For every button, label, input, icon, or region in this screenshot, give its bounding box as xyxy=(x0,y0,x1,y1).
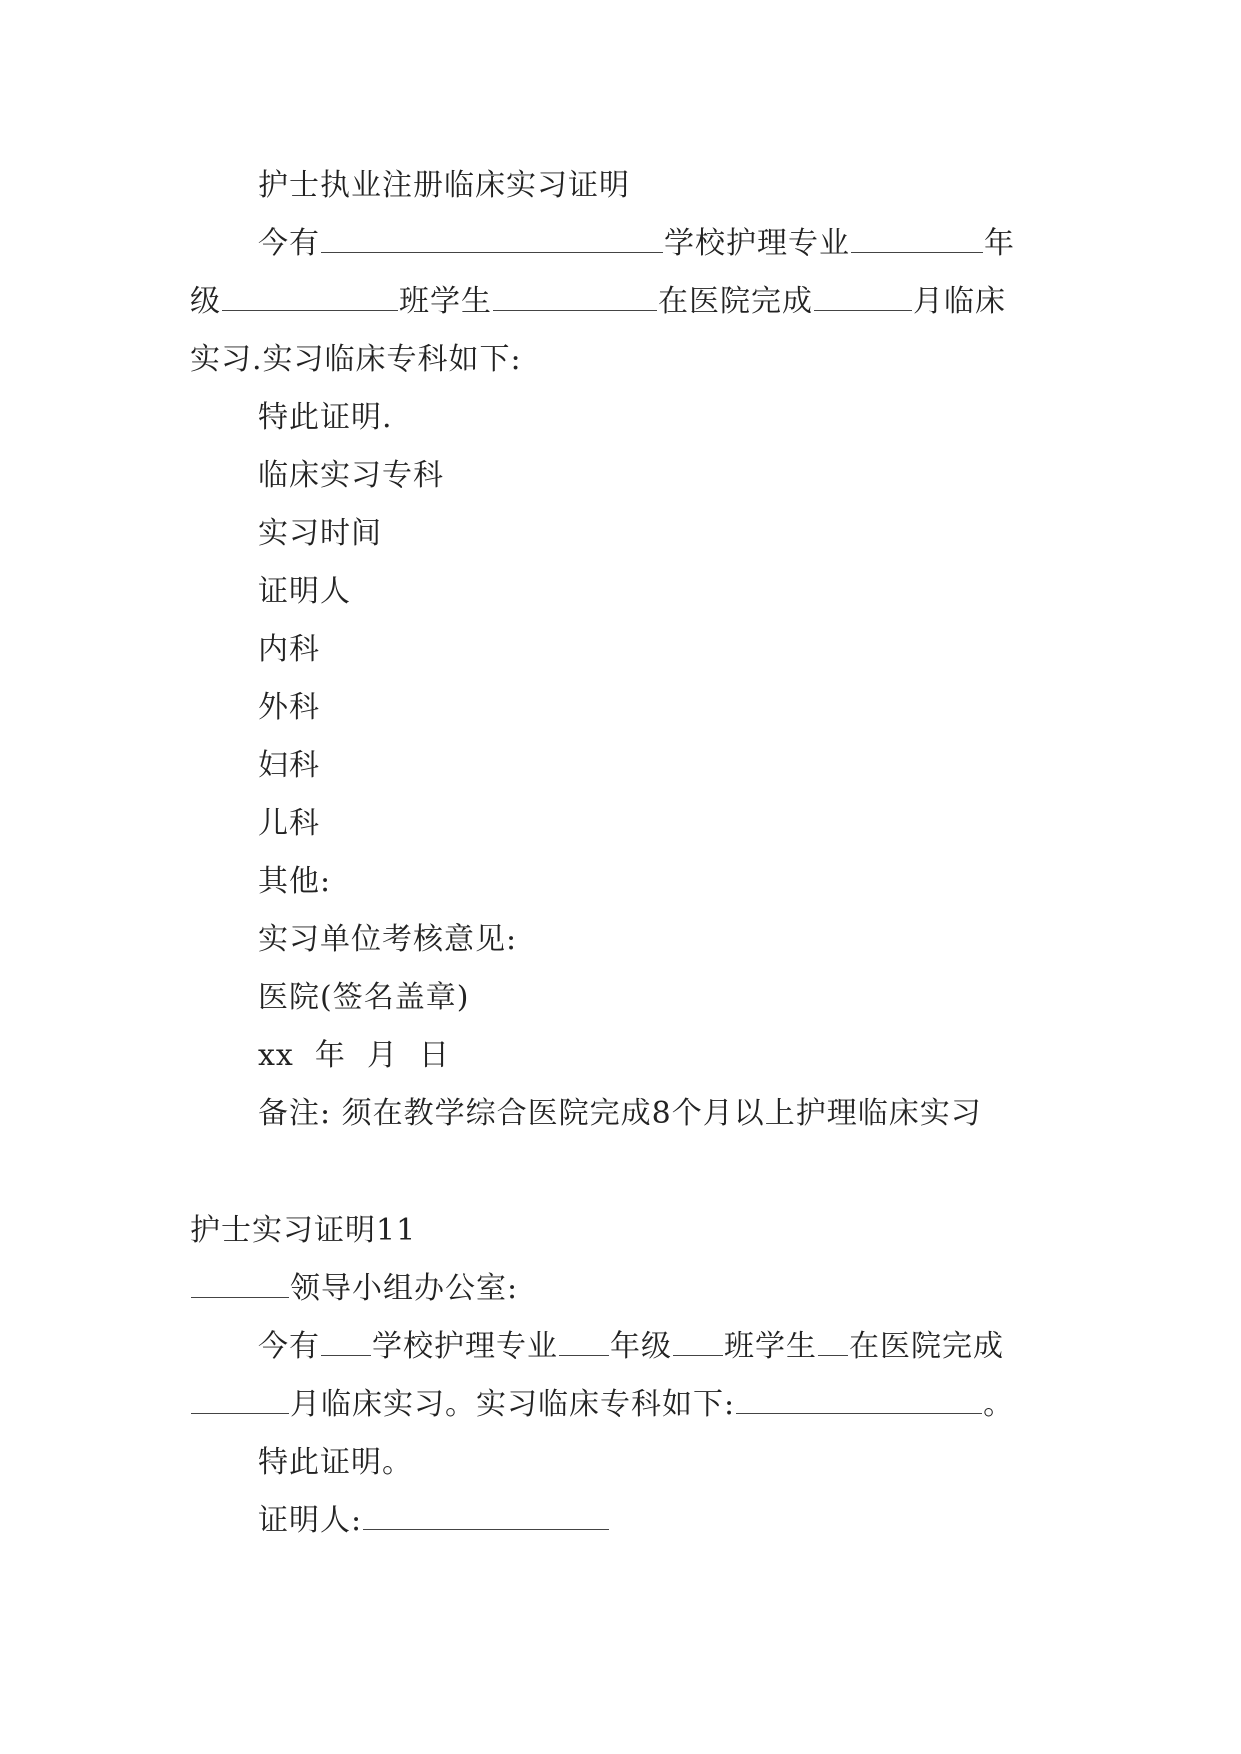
witness-blank[interactable] xyxy=(363,1501,609,1530)
recipient-blank[interactable] xyxy=(191,1269,289,1298)
paragraph-line-2 xyxy=(190,282,1006,322)
text-segment: 级 xyxy=(190,284,221,319)
remark-line: 备注: 须在教学综合医院完成8个月以上护理临床实习 xyxy=(258,1096,982,1131)
text-segment: 班学生 xyxy=(724,1329,817,1364)
witness-label: 证明人 xyxy=(258,574,351,609)
months-blank[interactable] xyxy=(814,282,912,311)
witness-line xyxy=(258,1501,610,1541)
pediatrics-label: 儿科 xyxy=(258,806,320,841)
paragraph2-line-2 xyxy=(190,1385,1014,1425)
text-segment: 学校护理专业 xyxy=(664,226,850,261)
text-segment: 班学生 xyxy=(399,284,492,319)
student-name-blank[interactable] xyxy=(493,282,657,311)
text-segment: 今有 xyxy=(258,226,320,261)
grade-blank[interactable] xyxy=(559,1327,609,1356)
text-segment: 领导小组办公室: xyxy=(290,1271,519,1306)
grade-blank[interactable] xyxy=(851,224,983,253)
other-label: 其他: xyxy=(258,864,332,899)
gynecology-label: 妇科 xyxy=(258,748,320,783)
paragraph2-line-1 xyxy=(258,1327,1004,1367)
text-segment: 年级 xyxy=(610,1329,672,1364)
paragraph-line-1 xyxy=(258,224,1015,264)
text-segment: 月临床 xyxy=(913,284,1006,319)
school-blank[interactable] xyxy=(321,1327,371,1356)
internal-medicine-label: 内科 xyxy=(258,632,320,667)
specialty-blank[interactable] xyxy=(736,1385,982,1414)
section-title-2: 护士实习证明11 xyxy=(190,1213,417,1248)
school-blank[interactable] xyxy=(321,224,663,253)
date-line: xx 年 月 日 xyxy=(258,1038,451,1073)
months-blank[interactable] xyxy=(191,1385,289,1414)
clinical-specialty-label: 临床实习专科 xyxy=(258,458,444,493)
text-segment: 学校护理专业 xyxy=(372,1329,558,1364)
internship-time-label: 实习时间 xyxy=(258,516,382,551)
class-blank[interactable] xyxy=(222,282,398,311)
student-name-blank[interactable] xyxy=(818,1327,848,1356)
surgery-label: 外科 xyxy=(258,690,320,725)
text-segment: 在医院完成 xyxy=(849,1329,1004,1364)
certificate-title: 护士执业注册临床实习证明 xyxy=(258,168,630,203)
text-segment: 年 xyxy=(984,226,1015,261)
assessment-label: 实习单位考核意见: xyxy=(258,922,518,957)
certify-line-2: 特此证明。 xyxy=(258,1445,413,1480)
salutation-line xyxy=(190,1269,518,1309)
certify-line: 特此证明. xyxy=(258,400,393,435)
text-segment: 。 xyxy=(983,1387,1015,1422)
text-segment: 今有 xyxy=(258,1329,320,1364)
paragraph-line-3: 实习.实习临床专科如下: xyxy=(190,342,522,377)
text-segment: 在医院完成 xyxy=(658,284,813,319)
text-segment: 月临床实习。实习临床专科如下: xyxy=(290,1387,736,1422)
hospital-signature-label: 医院(签名盖章) xyxy=(258,980,470,1015)
witness-label: 证明人: xyxy=(258,1503,363,1538)
class-blank[interactable] xyxy=(673,1327,723,1356)
